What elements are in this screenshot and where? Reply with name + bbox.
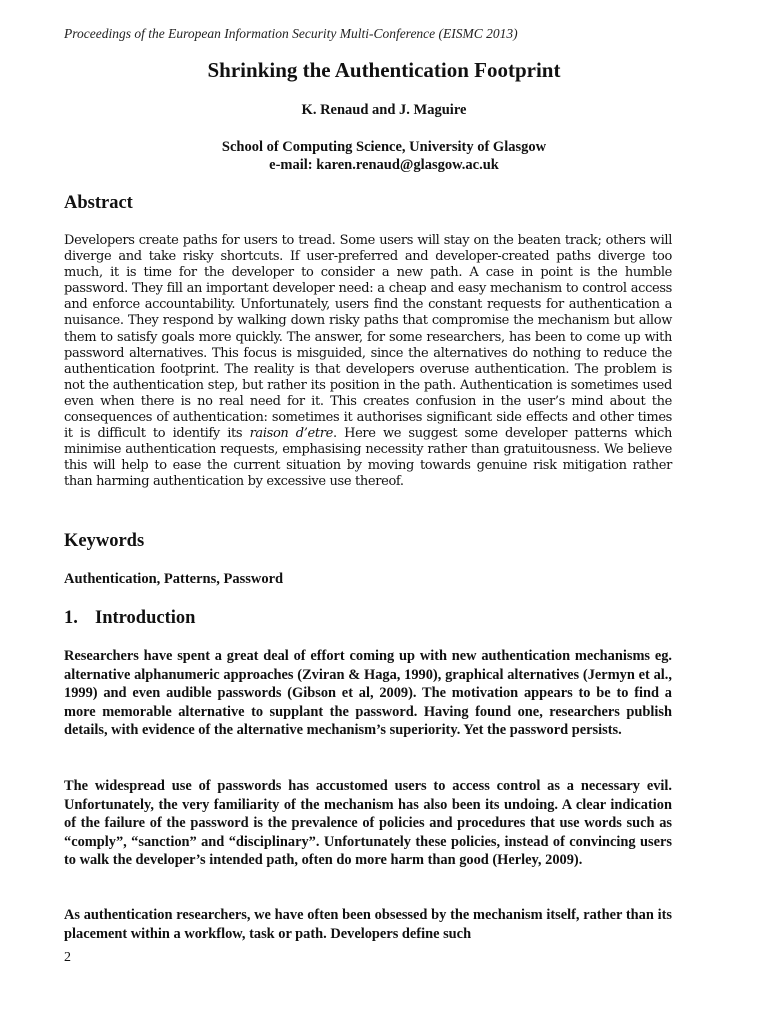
running-header: Proceedings of the European Information Security Multi-Conference (EISMC 2013)	[64, 26, 518, 41]
abstract-heading: Abstract	[64, 193, 133, 213]
section-number: 1.	[64, 608, 78, 628]
introduction-heading	[64, 608, 195, 629]
page-number: 2	[64, 950, 71, 965]
affiliation-block	[0, 138, 768, 174]
affiliation: School of Computing Science, University of Glasgow	[221, 139, 547, 155]
intro-paragraph-1: Researchers have spent a great deal of effort coming up with new authentication mechanisms eg. alternative alphanumeric approaches (Zviran & Haga, 1990), graphical alternatives (Jermyn et al., 1999) and even audible passwords (Gibson et al, 2009). The motivation appears to be to find a more memorable alternative to supplant the password. Having found one, researchers publish details, with evidence of the alternative mechanism’s superiority. Yet the password persists.	[64, 648, 672, 739]
abstract-text	[64, 233, 672, 491]
intro-paragraph-2: The widespread use of passwords has accustomed users to access control as a necessary evil. Unfortunately, the very familiarity of the mechanism has also been its undoing. A clear indication of the failure of the password is the prevalence of policies and procedures that use words such as “comply”, “sanction” and “disciplinary”. Unfortunately these policies, instead of convincing users to walk the developer’s intended path, often do more harm than good (Herley, 2009).	[64, 778, 672, 869]
author-list: K. Renaud and J. Maguire	[301, 102, 467, 118]
abstract-italic-phrase: raison d’etre	[249, 426, 333, 442]
abstract-text-part-1: Developers create paths for users to tread. Some users will stay on the beaten track; others will diverge and take risky shortcuts. If user-preferred and developer-created paths diverge too much, it is time for the developer to consider a new path. A case in point is the humble password. They fill an important developer need: a cheap and easy mechanism to control access and enforce accountability. Unfortunately, users find the constant requests for authentication a nuisance. They respond by walking down risky paths that compromise the mechanism but allow them to satisfy goals more quickly. The answer, for some researchers, has been to come up with password alternatives. This focus is misguided, since the alternatives do nothing to reduce the authentication footprint. The reality is that developers overuse authentication. The problem is not the authentication step, but rather its position in the path. Authentication is sometimes used even when there is no real need for it. This creates confusion in the user’s mind about the consequences of authentication: sometimes it authorises significant side effects and other times it is difficult to identify its	[64, 233, 672, 442]
keywords-heading: Keywords	[64, 531, 145, 551]
keywords-text: Authentication, Patterns, Password	[64, 571, 284, 587]
paper-title: Shrinking the Authentication Footprint	[207, 58, 561, 82]
section-title: Introduction	[95, 608, 196, 628]
abstract-text-part-2: . Here we suggest some developer patterns which minimise authentication requests, emphasising necessity rather than gratuitousness. We believe this will help to ease the current situation by moving towards genuine risk mitigation rather than harming authentication by excessive use thereof.	[64, 426, 672, 490]
author-email: e-mail: karen.renaud@glasgow.ac.uk	[269, 157, 499, 173]
intro-paragraph-3: As authentication researchers, we have often been obsessed by the mechanism itself, rather than its placement within a workflow, task or path. Developers define such	[64, 907, 672, 942]
